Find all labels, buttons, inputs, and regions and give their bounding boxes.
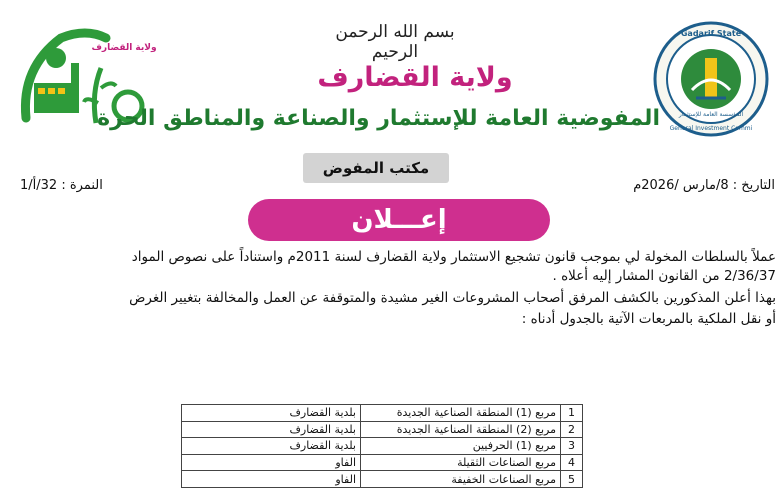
office-label: مكتب المفوض: [303, 153, 449, 183]
row-number: 2: [561, 421, 583, 438]
left-logo-text: ولاية القضارف: [91, 43, 157, 53]
body-line-4: أو نقل الملكية بالمربعات الآتية بالجدول أدناه :: [521, 311, 776, 327]
table-row: [182, 454, 583, 471]
square-name: مربع الصناعات الثقيلة: [361, 454, 561, 471]
square-name: مربع (1) الحرفيين: [361, 438, 561, 455]
row-number: 3: [561, 438, 583, 455]
reference-number: النمرة : 32/أ/1: [20, 178, 103, 193]
seal-bottom-text: General Investment Commi: [669, 125, 753, 132]
square-name: مربع (1) المنطقة الصناعية الجديدة: [361, 405, 561, 422]
square-name: مربع الصناعات الخفيفة: [361, 471, 561, 488]
table-row: [182, 405, 583, 422]
table-row: [182, 471, 583, 488]
basmala: بسم الله الرحمن الرحيم: [335, 22, 455, 62]
seal-top-text: Gadarif State: [680, 29, 742, 38]
square-name: مربع (2) المنطقة الصناعية الجديدة: [361, 421, 561, 438]
row-number: 1: [561, 405, 583, 422]
row-number: 4: [561, 454, 583, 471]
table-row: [182, 421, 583, 438]
location: بلدية القضارف: [182, 421, 361, 438]
table-row: [182, 438, 583, 455]
seal-arabic-text: المؤسسة العامة للإستثمار: [678, 111, 744, 118]
location: الفاو: [182, 454, 361, 471]
body-line-1: عملاً بالسلطات المخولة لي بموجب قانون تشجيع الاستثمار ولاية القضارف لسنة 2011م واستناداً على نصوص المواد: [131, 249, 776, 265]
state-title: ولاية القضارف: [317, 62, 513, 93]
location: بلدية القضارف: [182, 438, 361, 455]
state-seal-icon: [652, 20, 770, 138]
body-line-2: 2/36/37 من القانون المشار إليه أعلاه .: [552, 268, 776, 284]
date-text: التاريخ : 8/مارس /2026م: [633, 178, 775, 193]
row-number: 5: [561, 471, 583, 488]
body-line-3: بهذا أعلن المذكورين بالكشف المرفق أصحاب المشروعات الغير مشيدة والمتوقفة عن العمل والمخالفة بتغيير الغرض: [129, 290, 776, 306]
commission-title: المفوضية العامة للإستثمار والصناعة والمناطق الحرة: [97, 106, 660, 131]
notice-title: إعـــلان: [248, 199, 550, 241]
squares-table: [181, 404, 583, 488]
location: بلدية القضارف: [182, 405, 361, 422]
location: الفاو: [182, 471, 361, 488]
